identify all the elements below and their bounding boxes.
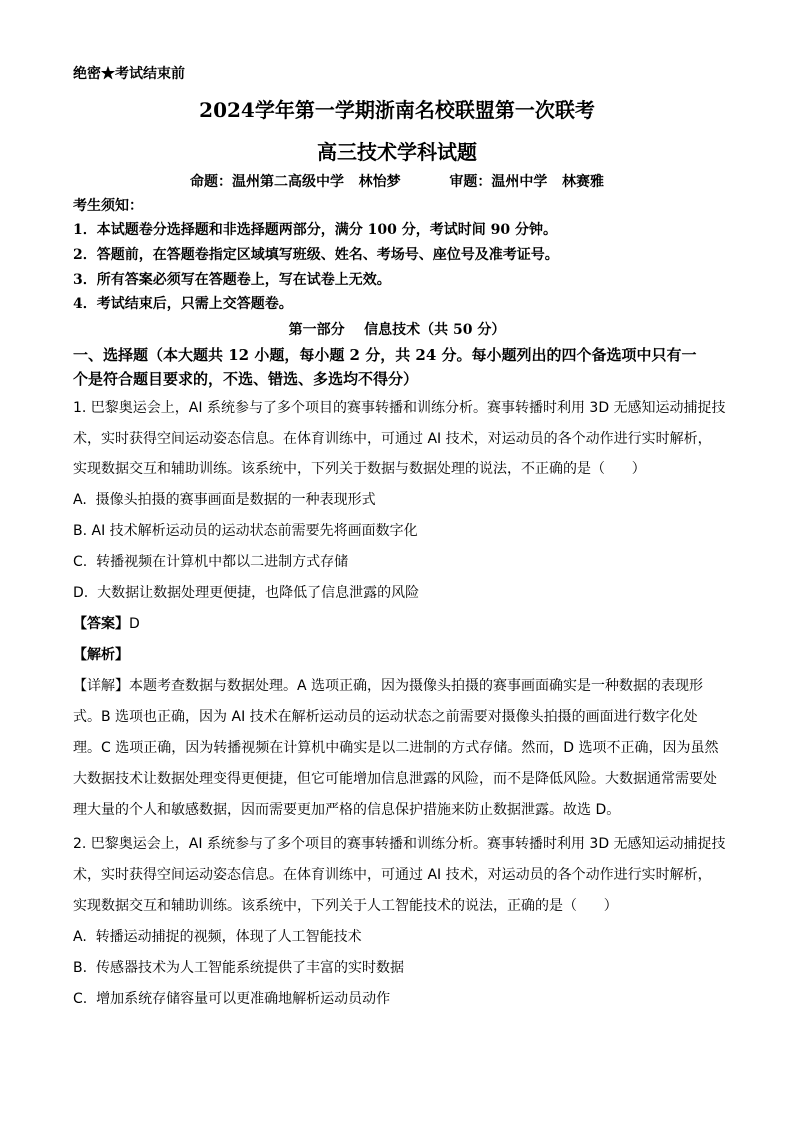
notice-heading: 考生须知：	[73, 198, 143, 214]
q1-detail-line: 【详解】本题考查数据与数据处理。A 选项正确，因为摄像头拍摄的赛事画面确实是一种数据的表现形	[73, 678, 704, 694]
q1-answer	[73, 614, 140, 634]
q1-stem-line: 术，实时获得空间运动姿态信息。在体育训练中，可通过 AI 技术，对运动员的各个动作进行实时解析，	[73, 431, 712, 447]
q1-option-c: C. 转播视频在计算机中都以二进制方式存储	[73, 554, 349, 570]
q1-stem-line: 1. 巴黎奥运会上，AI 系统参与了多个项目的赛事转播和训练分析。赛事转播时利用 3D 无感知运动捕捉技	[73, 400, 726, 416]
q1-detail-line: 式。B 选项也正确，因为 AI 技术在解析运动员的运动状态之前需要对摄像头拍摄的画面进行数字化处	[73, 709, 698, 725]
exam-title: 2024学年第一学期浙南名校联盟第一次联考	[199, 98, 595, 122]
section-instructions-line1: 一、选择题（本大题共 12 小题，每小题 2 分，共 24 分。每小题列出的四个备选项中只有一	[73, 346, 697, 364]
q1-analysis-tag: 【解析】	[73, 647, 129, 663]
q1-stem-line: 实现数据交互和辅助训练。该系统中，下列关于数据与数据处理的说法，不正确的是（ ）	[73, 461, 646, 477]
notice-item: 3．所有答案必须写在答题卷上，写在试卷上无效。	[73, 272, 391, 288]
q1-option-b: B. AI 技术解析运动员的运动状态前需要先将画面数字化	[73, 523, 418, 539]
author-line: 命题：温州第二高级中学 林怡梦 审题：温州中学 林赛雅	[190, 174, 604, 190]
q1-detail-line: 理。C 选项正确，因为转播视频在计算机中确实是以二进制的方式存储。然而，D 选项不正确，因为虽然	[73, 740, 719, 756]
notice-item: 2．答题前，在答题卷指定区域填写班级、姓名、考场号、座位号及准考证号。	[73, 247, 559, 263]
exam-subtitle: 高三技术学科试题	[317, 140, 477, 164]
q2-stem-line: 实现数据交互和辅助训练。该系统中，下列关于人工智能技术的说法，正确的是（ ）	[73, 898, 618, 914]
secret-label: 绝密★考试结束前	[73, 66, 185, 82]
part-heading: 第一部分 信息技术（共 50 分）	[288, 322, 506, 338]
q1-option-a: A. 摄像头拍摄的赛事画面是数据的一种表现形式	[73, 492, 376, 508]
q2-stem-line: 2. 巴黎奥运会上，AI 系统参与了多个项目的赛事转播和训练分析。赛事转播时利用 3D 无感知运动捕捉技	[73, 836, 726, 852]
notice-item: 1．本试题卷分选择题和非选择题两部分，满分 100 分，考试时间 90 分钟。	[73, 222, 557, 238]
q1-option-d: D. 大数据让数据处理更便捷，也降低了信息泄露的风险	[73, 585, 420, 601]
notice-item: 4．考试结束后，只需上交答题卷。	[73, 296, 293, 312]
q1-detail-line: 大数据技术让数据处理变得更便捷，但它可能增加信息泄露的风险，而不是降低风险。大数据通常需要处	[73, 771, 717, 787]
q2-option-a: A. 转播运动捕捉的视频，体现了人工智能技术	[73, 929, 362, 945]
q1-detail-line: 理大量的个人和敏感数据，因而需要更加严格的信息保护措施来防止数据泄露。故选 D。	[73, 802, 621, 818]
q2-option-c: C. 增加系统存储容量可以更准确地解析运动员动作	[73, 991, 391, 1007]
q2-stem-line: 术，实时获得空间运动姿态信息。在体育训练中，可通过 AI 技术，对运动员的各个动作进行实时解析，	[73, 867, 712, 883]
q2-option-b: B. 传感器技术为人工智能系统提供了丰富的实时数据	[73, 960, 404, 976]
section-instructions-line2: 个是符合题目要求的，不选、错选、多选均不得分）	[73, 370, 419, 388]
answer-tag: 【答案】	[73, 616, 129, 632]
answer-value: D	[129, 616, 140, 632]
